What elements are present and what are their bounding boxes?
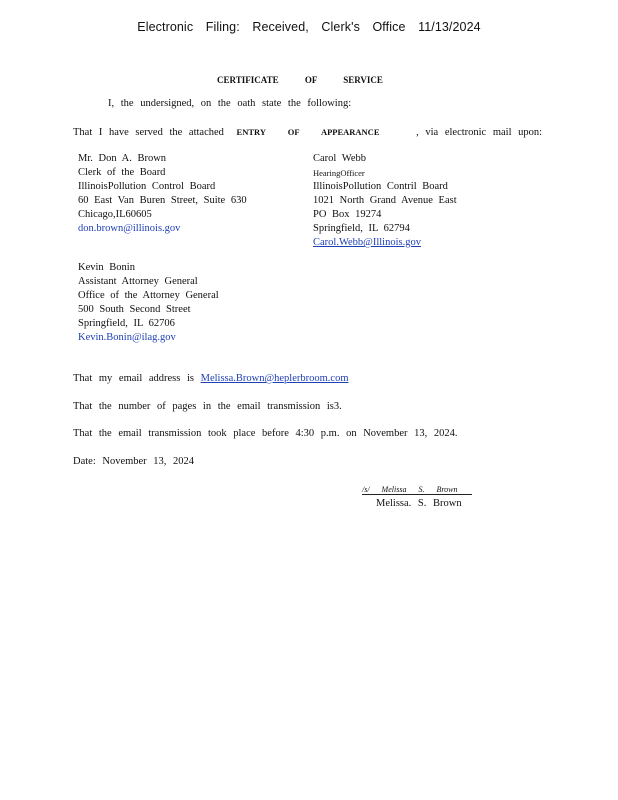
recipient-webb [313,152,457,250]
served-statement [73,125,542,140]
recipient-bonin [78,261,219,345]
signature-name: Melissa. S. Brown [376,498,462,509]
recipient-city: Springfield, IL 62794 [313,223,410,234]
served-document: ENTRY OF APPEARANCE [236,127,380,137]
recipient-name: Mr. Don A. Brown [78,153,167,164]
filing-stamp-header: Electronic Filing: Received, Clerk's Office 11/13/2024 [137,20,481,34]
recipient-name: Kevin Bonin [78,262,135,273]
recipient-email-link[interactable]: Kevin.Bonin@ilag.gov [78,332,176,343]
recipient-org: IllinoisPollution Contril Board [313,181,448,192]
recipient-city: Chicago,IL60605 [78,209,152,220]
sender-email-link[interactable]: Melissa.Brown@heplerbroom.com [200,373,349,384]
recipient-title: Assistant Attorney General [78,276,198,287]
recipient-org: Office of the Attorney General [78,290,219,301]
email-statement-prefix: That my email address is [73,373,194,384]
time-statement: That the email transmission took place before 4:30 p.m. on November 13, 2024. [73,428,458,439]
document-title: CERTIFICATE OF SERVICE [217,75,383,85]
pages-statement: That the number of pages in the email transmission is3. [73,401,342,412]
recipient-title: HearingOfficer [313,168,365,178]
recipient-street: 500 South Second Street [78,304,191,315]
intro-statement: I, the undersigned, on the oath state the following: [108,98,352,109]
recipient-title: Clerk of the Board [78,167,166,178]
recipient-org: IllinoisPollution Control Board [78,181,216,192]
recipient-email-link[interactable]: Carol.Webb@Illinois.gov [313,237,421,248]
recipient-email-link[interactable]: don.brown@illinois.gov [78,223,181,234]
email-statement [73,372,357,386]
served-suffix: , via electronic mail upon: [416,127,543,138]
recipient-city: Springfield, IL 62706 [78,318,175,329]
served-prefix: That I have served the attached [73,127,224,138]
recipient-name: Carol Webb [313,153,366,164]
date-line: Date: November 13, 2024 [73,456,195,467]
signature-line: /s/ Melissa S. Brown [362,485,472,495]
recipient-brown [78,152,247,236]
recipient-street: 1021 North Grand Avenue East [313,195,457,206]
recipient-pobox: PO Box 19274 [313,209,382,220]
recipient-street: 60 East Van Buren Street, Suite 630 [78,195,247,206]
